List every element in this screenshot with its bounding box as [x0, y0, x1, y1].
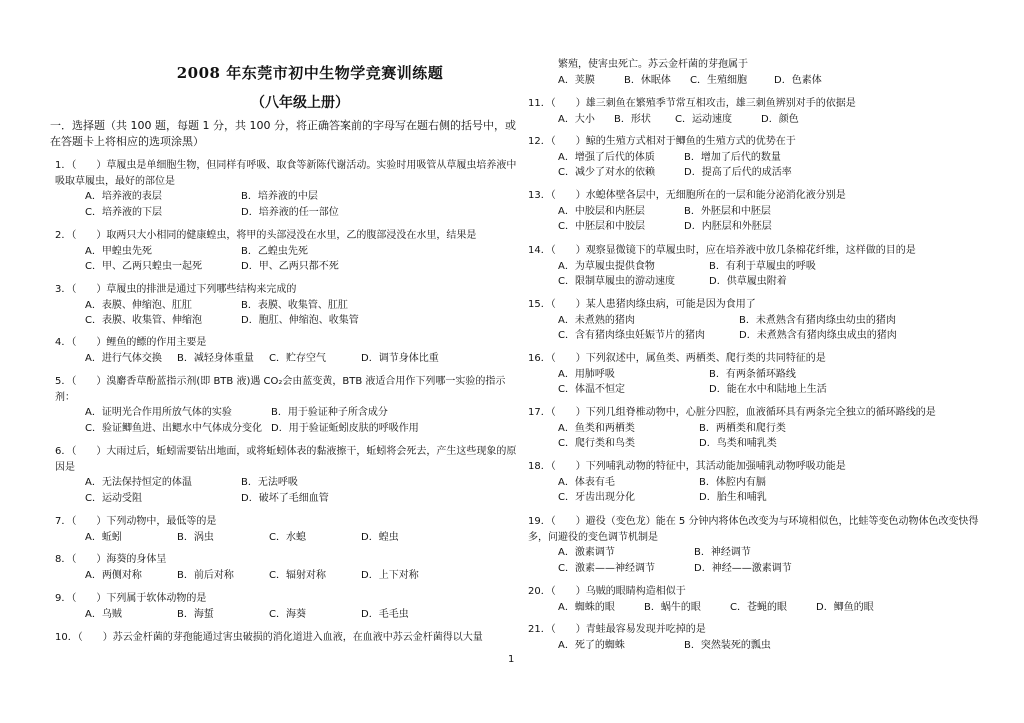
question-13 [528, 188, 986, 235]
option: D．培养液的任一部位 [241, 206, 339, 218]
option: B．有两条循环路线 [709, 368, 796, 380]
option: B．减轻身体重量 [177, 352, 254, 364]
option: A．体表有毛 [558, 476, 615, 488]
option: B．休眠体 [624, 74, 671, 86]
option: C．减少了对水的依赖 [558, 167, 655, 178]
question-12 [528, 134, 986, 181]
question-16 [528, 351, 986, 398]
question-20 [528, 584, 986, 615]
question-19 [528, 514, 986, 576]
question-14 [528, 243, 986, 290]
option: B．增加了后代的数量 [684, 151, 781, 163]
option: C．牙齿出现分化 [558, 492, 635, 503]
option: B．外胚层和中胚层 [684, 205, 771, 217]
option: D．毛毛虫 [361, 608, 409, 620]
question-15 [528, 297, 986, 344]
option: C．验证鲫鱼进、出鳃水中气体成分变化 [85, 422, 262, 434]
option: A．为草履虫提供食物 [558, 260, 655, 272]
option: B．前后对称 [177, 569, 234, 581]
question-4 [55, 335, 517, 366]
option: C．爬行类和鸟类 [558, 438, 635, 449]
question-stem: 19．（ ）避役（变色龙）能在 5 分钟内将体色改变为与环境相似色，比蛙等变色动物体色改变快得多，问避役的变色调节机制是 [528, 516, 979, 543]
option: C．激素——神经调节 [558, 562, 655, 574]
option: A．蜘蛛的眼 [558, 601, 615, 613]
question-stem: 2．（ ）取两只大小相同的健康蝗虫，将甲的头部浸没在水里，乙的腹部浸没在水里，结果是 [55, 230, 477, 241]
question-stem: 繁殖，使害虫死亡。苏云金杆菌的芽孢属于 [558, 59, 748, 70]
option: A．无法保持恒定的体温 [85, 477, 192, 488]
option: C．运动速度 [675, 113, 732, 125]
option: D．颜色 [761, 113, 799, 125]
option: D．鲫鱼的眼 [816, 601, 874, 613]
option: C．表膜、收集管、伸缩泡 [85, 315, 202, 326]
question-stem: 5．（ ）溴麝香草酚蓝指示剂(即 BTB 液)遇 CO₂会由蓝变黄，BTB 液适合用作下列哪一实验的指示剂： [55, 376, 506, 403]
question-stem: 13．（ ）水螅体壁各层中，无细胞所在的一层和能分泌消化液分别是 [528, 190, 846, 201]
option: D．蝗虫 [361, 531, 399, 543]
option: A．大小 [558, 113, 595, 125]
question-10 [55, 630, 517, 646]
question-stem: 7．（ ）下列动物中，最低等的是 [55, 516, 217, 527]
option: C．生殖细胞 [690, 74, 747, 86]
option: A．证明光合作用所放气体的实验 [85, 407, 232, 418]
question-3 [55, 282, 517, 329]
question-stem: 6．（ ）大雨过后，蚯蚓需要钻出地面，或将蚯蚓体表的黏液擦干，蚯蚓将会死去，产生这些现象的原因是 [55, 446, 517, 473]
option: D．色素体 [774, 74, 822, 86]
page-number: 1 [508, 654, 515, 665]
option: B．蜗牛的眼 [644, 601, 701, 613]
option: A．荚膜 [558, 74, 595, 86]
question-stem: 15．（ ）某人患猪肉绦虫病，可能是因为食用了 [528, 299, 756, 310]
option: A．激素调节 [558, 547, 615, 558]
option: A．两侧对称 [85, 569, 142, 581]
option: D．甲、乙两只都不死 [241, 261, 339, 272]
option: C．含有猪肉绦虫妊娠节片的猪肉 [558, 330, 705, 341]
question-stem: 11．（ ）雄三刺鱼在繁殖季节常互相攻击，雄三刺鱼辨别对手的依据是 [528, 98, 856, 109]
option: D．提高了后代的成活率 [684, 167, 792, 178]
option: B．涡虫 [177, 531, 214, 543]
option: C．贮存空气 [269, 352, 326, 364]
option: B．无法呼吸 [241, 477, 298, 488]
option: C．水螅 [269, 531, 306, 543]
option: A．表膜、伸缩泡、肛肛 [85, 299, 192, 311]
document-title: 2008 年东莞市初中生物学竞赛训练题 [176, 64, 444, 82]
option: B．乙蝗虫先死 [241, 245, 308, 257]
option: D．调节身体比重 [361, 352, 439, 364]
question-stem: 4．（ ）鲤鱼的鳔的作用主要是 [55, 337, 207, 348]
question-1 [55, 158, 517, 220]
question-6 [55, 444, 517, 506]
question-stem: 3．（ ）草履虫的排泄是通过下列哪些结构来完成的 [55, 284, 297, 295]
question-8 [55, 552, 517, 583]
option: D．未煮熟含有猪肉绦虫成虫的猪肉 [739, 330, 897, 341]
option: D．内胚层和外胚层 [684, 221, 772, 232]
question-stem: 12．（ ）鲸的生殖方式相对于鲫鱼的生殖方式的优势在于 [528, 136, 796, 147]
option: C．限制草履虫的游动速度 [558, 276, 675, 287]
option: B．神经调节 [694, 547, 751, 558]
option: B．培养液的中层 [241, 191, 318, 202]
option: A．死了的蜘蛛 [558, 639, 625, 651]
section-instructions: 一．选择题（共 100 题，每题 1 分，共 100 分，将正确答案前的字母写在题右侧的括号中，或在答题卡上将相应的选项涂黑） [50, 119, 516, 148]
option: C．苍蝇的眼 [730, 601, 787, 613]
option: A．甲蝗虫先死 [85, 245, 152, 257]
option: B．有利于草履虫的呼吸 [709, 260, 816, 272]
option: B．两栖类和爬行类 [699, 422, 786, 434]
question-stem: 21．（ ）青蛙最容易发现并吃掉的是 [528, 624, 706, 635]
option: D．神经——激素调节 [694, 562, 792, 574]
question-stem: 20．（ ）乌贼的眼睛构造相似于 [528, 586, 686, 597]
question-11 [528, 96, 986, 127]
option: A．进行气体交换 [85, 352, 162, 364]
option: A．鱼类和两栖类 [558, 422, 635, 434]
option: C．培养液的下层 [85, 206, 162, 218]
option: D．上下对称 [361, 569, 419, 581]
option: C．体温不恒定 [558, 384, 625, 395]
option: C．辐射对称 [269, 569, 326, 581]
question-10-continued [528, 57, 986, 88]
option: A．乌贼 [85, 608, 122, 620]
question-18 [528, 459, 986, 506]
question-stem: 17．（ ）下列几组脊椎动物中，心脏分四腔，血液循环具有两条完全独立的循环路线的是 [528, 407, 936, 418]
option: C．海葵 [269, 608, 306, 620]
option: A．蚯蚓 [85, 531, 122, 543]
question-7 [55, 514, 517, 545]
question-9 [55, 591, 517, 622]
question-stem: 18．（ ）下列哺乳动物的特征中，其活动能加强哺乳动物呼吸功能是 [528, 461, 846, 472]
option: A．中胶层和内胚层 [558, 205, 645, 217]
option: D．能在水中和陆地上生活 [709, 384, 827, 395]
option: A．增强了后代的体质 [558, 151, 655, 163]
option: D．用于验证蚯蚓皮肤的呼吸作用 [271, 422, 419, 434]
option: B．表膜、收集管、肛肛 [241, 299, 348, 311]
option: B．海蜇 [177, 608, 214, 620]
question-stem: 8．（ ）海葵的身体呈 [55, 554, 167, 565]
option: D．破坏了毛细血管 [241, 492, 329, 504]
question-stem: 16．（ ）下列叙述中，属鱼类、两栖类、爬行类的共同特征的是 [528, 353, 826, 364]
option: D．鸟类和哺乳类 [699, 438, 777, 449]
question-stem: 14．（ ）观察显微镜下的草履虫时，应在培养液中放几条棉花纤维，这样做的目的是 [528, 245, 916, 256]
document-subtitle: （八年级上册） [251, 95, 349, 111]
option: A．未煮熟的猪肉 [558, 314, 635, 326]
option: B．用于验证种子所含成分 [271, 407, 388, 418]
option: D．胎生和哺乳 [699, 492, 767, 503]
option: A．用肺呼吸 [558, 368, 615, 380]
question-stem: 9．（ ）下列属于软体动物的是 [55, 593, 207, 604]
question-stem: 10．（ ）苏云金杆菌的芽孢能通过害虫破损的消化道进入血液，在血液中苏云金杆菌得以大量 [55, 632, 483, 643]
option: B．体腔内有膈 [699, 476, 766, 488]
option: A．培养液的表层 [85, 191, 162, 202]
question-stem: 1．（ ）草履虫是单细胞生物，但同样有呼吸、取食等新陈代谢活动。实验时用吸管从草履虫培养液中吸取草履虫，最好的部位是 [55, 160, 517, 187]
option: D．供草履虫附着 [709, 276, 787, 287]
option: C．甲、乙两只蝗虫一起死 [85, 261, 202, 272]
option: C．运动受阻 [85, 492, 142, 504]
question-21 [528, 622, 986, 653]
option: B．形状 [614, 113, 651, 125]
option: C．中胚层和中胶层 [558, 221, 645, 232]
option: D．胞肛、伸缩泡、收集管 [241, 315, 359, 326]
question-17 [528, 405, 986, 452]
question-5 [55, 374, 517, 436]
option: B．未煮熟含有猪肉绦虫幼虫的猪肉 [739, 314, 896, 326]
option: B．突然装死的瓢虫 [684, 639, 771, 651]
question-2 [55, 228, 517, 275]
